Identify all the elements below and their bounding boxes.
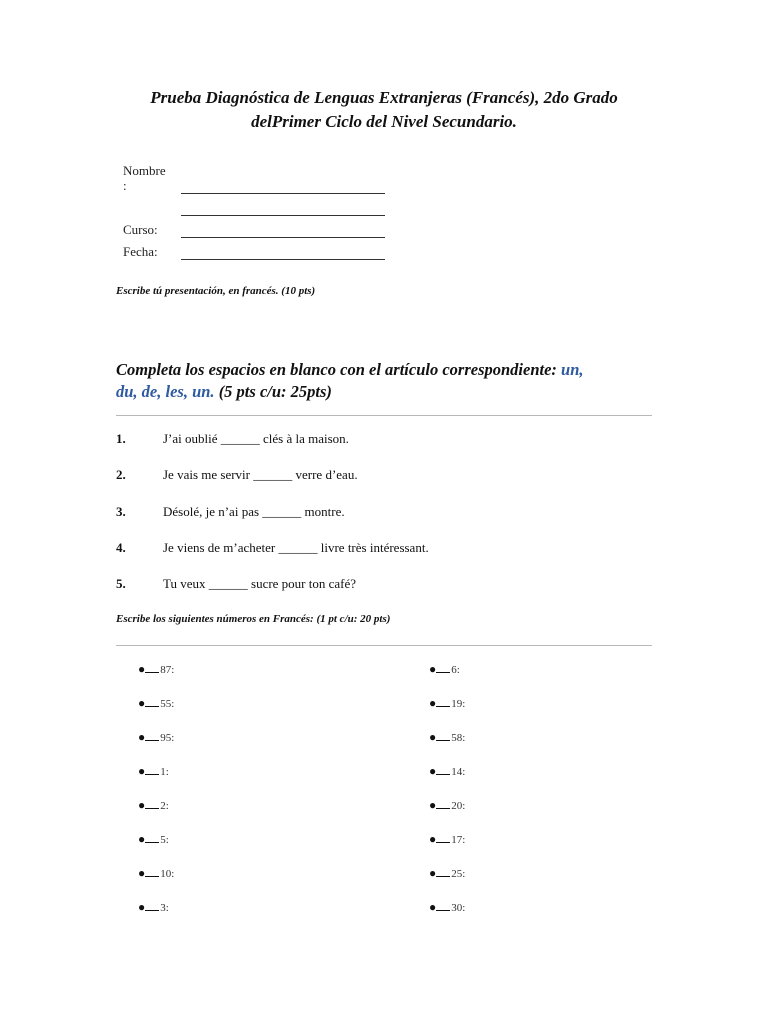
number-item bbox=[429, 696, 465, 711]
answer-blank[interactable] bbox=[436, 900, 450, 911]
number-item bbox=[138, 696, 174, 711]
articles-instruction-text: Completa los espacios en blanco con el artículo correspondiente: bbox=[116, 360, 562, 379]
answer-blank[interactable] bbox=[145, 798, 159, 809]
exercise-text: J’ai oublié ______ clés à la maison. bbox=[163, 431, 349, 446]
number-item bbox=[138, 900, 169, 915]
number-item bbox=[138, 662, 174, 677]
number-value: 19: bbox=[451, 698, 466, 710]
number-value: 58: bbox=[451, 732, 466, 744]
number-item bbox=[429, 798, 465, 813]
number-item bbox=[429, 832, 465, 847]
number-value: 30: bbox=[451, 902, 466, 914]
answer-blank[interactable] bbox=[436, 832, 450, 843]
bullet-icon: ● bbox=[429, 662, 437, 676]
exercise-text: Je viens de m’acheter ______ livre très intéressant. bbox=[163, 540, 429, 555]
number-value: 17: bbox=[451, 834, 466, 846]
articles-points: (5 pts c/u: 25pts) bbox=[214, 382, 332, 401]
number-item bbox=[429, 730, 465, 745]
bullet-icon: ● bbox=[138, 764, 146, 778]
number-value: 55: bbox=[160, 698, 175, 710]
page-title bbox=[100, 86, 668, 134]
exercise-number: 5. bbox=[116, 576, 126, 591]
exercise-number: 3. bbox=[116, 504, 126, 519]
answer-blank[interactable] bbox=[145, 696, 159, 707]
number-value: 3: bbox=[160, 902, 169, 914]
number-item bbox=[429, 900, 465, 915]
exercise-number: 4. bbox=[116, 540, 126, 555]
number-item bbox=[429, 866, 465, 881]
bullet-icon: ● bbox=[138, 866, 146, 880]
articles-instruction bbox=[116, 359, 646, 403]
number-value: 10: bbox=[160, 868, 175, 880]
number-value: 5: bbox=[160, 834, 169, 846]
answer-blank[interactable] bbox=[436, 798, 450, 809]
answer-blank[interactable] bbox=[145, 866, 159, 877]
answer-blank[interactable] bbox=[145, 832, 159, 843]
answer-blank[interactable] bbox=[436, 696, 450, 707]
number-item bbox=[138, 866, 174, 881]
number-item bbox=[138, 832, 169, 847]
exercise-text: Je vais me servir ______ verre d’eau. bbox=[163, 467, 358, 482]
bullet-icon: ● bbox=[429, 832, 437, 846]
number-value: 2: bbox=[160, 800, 169, 812]
number-value: 87: bbox=[160, 664, 175, 676]
answer-blank[interactable] bbox=[145, 900, 159, 911]
nombre-colon: : bbox=[123, 178, 127, 193]
bullet-icon: ● bbox=[138, 696, 146, 710]
answer-blank[interactable] bbox=[436, 764, 450, 775]
number-item bbox=[138, 798, 169, 813]
number-value: 20: bbox=[451, 800, 466, 812]
bullet-icon: ● bbox=[138, 832, 146, 846]
bullet-icon: ● bbox=[138, 730, 146, 744]
exercise-number: 1. bbox=[116, 431, 126, 446]
section-divider-1 bbox=[116, 415, 652, 416]
numbers-instruction: Escribe los siguientes números en Francés: (1 pt c/u: 20 pts) bbox=[116, 613, 391, 625]
answer-blank[interactable] bbox=[145, 764, 159, 775]
bullet-icon: ● bbox=[138, 798, 146, 812]
fecha-label: Fecha: bbox=[123, 244, 158, 259]
fecha-line[interactable] bbox=[181, 259, 385, 260]
answer-blank[interactable] bbox=[145, 662, 159, 673]
bullet-icon: ● bbox=[429, 730, 437, 744]
bullet-icon: ● bbox=[429, 696, 437, 710]
number-value: 25: bbox=[451, 868, 466, 880]
bullet-icon: ● bbox=[429, 764, 437, 778]
answer-blank[interactable] bbox=[145, 730, 159, 741]
number-value: 6: bbox=[451, 664, 460, 676]
number-item bbox=[429, 662, 460, 677]
number-item bbox=[138, 764, 169, 779]
number-item bbox=[429, 764, 465, 779]
nombre-line-1[interactable] bbox=[181, 193, 385, 194]
answer-blank[interactable] bbox=[436, 730, 450, 741]
presentation-instruction: Escribe tú presentación, en francés. (10 pts) bbox=[116, 285, 316, 297]
articles-options-1: un, bbox=[561, 360, 584, 379]
number-value: 95: bbox=[160, 732, 175, 744]
bullet-icon: ● bbox=[138, 900, 146, 914]
exercise-text: Tu veux ______ sucre pour ton café? bbox=[163, 576, 357, 591]
number-value: 14: bbox=[451, 766, 466, 778]
title-line-1: Prueba Diagnóstica de Lenguas Extranjeras (Francés), 2do Grado bbox=[150, 88, 618, 107]
bullet-icon: ● bbox=[138, 662, 146, 676]
bullet-icon: ● bbox=[429, 798, 437, 812]
exercise-number: 2. bbox=[116, 467, 126, 482]
bullet-icon: ● bbox=[429, 900, 437, 914]
section-divider-2 bbox=[116, 645, 652, 646]
number-value: 1: bbox=[160, 766, 169, 778]
curso-line[interactable] bbox=[181, 237, 385, 238]
nombre-line-2[interactable] bbox=[181, 215, 385, 216]
bullet-icon: ● bbox=[429, 866, 437, 880]
number-item bbox=[138, 730, 174, 745]
articles-options-2: du, de, les, un. bbox=[116, 382, 215, 401]
exercise-text: Désolé, je n’ai pas ______ montre. bbox=[163, 504, 345, 519]
nombre-label: Nombre bbox=[123, 163, 166, 178]
answer-blank[interactable] bbox=[436, 866, 450, 877]
title-line-2: delPrimer Ciclo del Nivel Secundario. bbox=[251, 112, 517, 131]
curso-label: Curso: bbox=[123, 222, 158, 237]
answer-blank[interactable] bbox=[436, 662, 450, 673]
